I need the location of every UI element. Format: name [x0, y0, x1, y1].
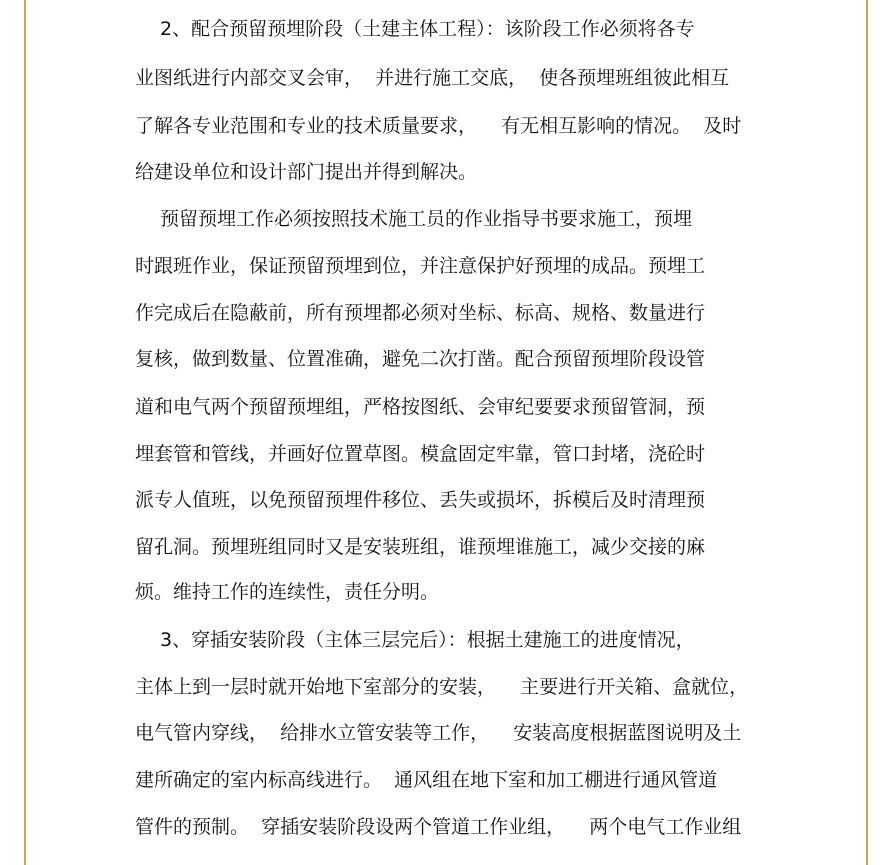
paragraph-line: 预留预埋工作必须按照技术施工员的作业指导书要求施工，预埋 — [160, 208, 693, 230]
paragraph-line: 了解各专业范围和专业的技术质量要求， 有无相互影响的情况。 及时 — [135, 115, 742, 137]
paragraph-line: 建所确定的室内标高线进行。 通风组在地下室和加工棚进行通风管道 — [135, 769, 718, 791]
paragraph-line: 派专人值班，以免预留预埋件移位、丢失或损坏，拆模后及时清理预 — [135, 489, 706, 511]
paragraph-line: 管件的预制。 穿插安装阶段设两个管道工作业组， 两个电气工作业组 — [135, 816, 742, 838]
paragraph-line: 埋套管和管线，并画好位置草图。模盒固定牢靠，管口封堵，浇砼时 — [135, 443, 706, 465]
paragraph-line: 业图纸进行内部交叉会审， 并进行施工交底， 使各预埋班组彼此相互 — [135, 67, 730, 89]
paragraph-line: 时跟班作业，保证预留预埋到位，并注意保护好预埋的成品。预埋工 — [135, 255, 706, 277]
paragraph-line: 留孔洞。预埋班组同时又是安装班组，谁预埋谁施工，减少交接的麻 — [135, 536, 706, 558]
page-border-right — [866, 0, 868, 865]
paragraph-line: 烦。维持工作的连续性，责任分明。 — [135, 581, 440, 603]
paragraph-line: 电气管内穿线， 给排水立管安装等工作， 安装高度根据蓝图说明及土 — [135, 722, 742, 744]
paragraph-line: 作完成后在隐蔽前，所有预埋都必须对坐标、标高、规格、数量进行 — [135, 302, 706, 324]
paragraph-line: 主体上到一层时就开始地下室部分的安装， 主要进行开关箱、盒就位， — [135, 676, 749, 698]
paragraph-line: 道和电气两个预留预埋组，严格按图纸、会审纪要要求预留管洞，预 — [135, 396, 706, 418]
page-border-left — [24, 0, 26, 865]
paragraph-line: 复核，做到数量、位置准确，避免二次打凿。配合预留预埋阶段设管 — [135, 348, 706, 370]
paragraph-line: 给建设单位和设计部门提出并得到解决。 — [135, 161, 478, 183]
paragraph-line: 2、配合预留预埋阶段（土建主体工程）：该阶段工作必须将各专 — [160, 18, 695, 40]
paragraph-line: 3、穿插安装阶段（主体三层完后）：根据土建施工的进度情况， — [160, 629, 695, 651]
